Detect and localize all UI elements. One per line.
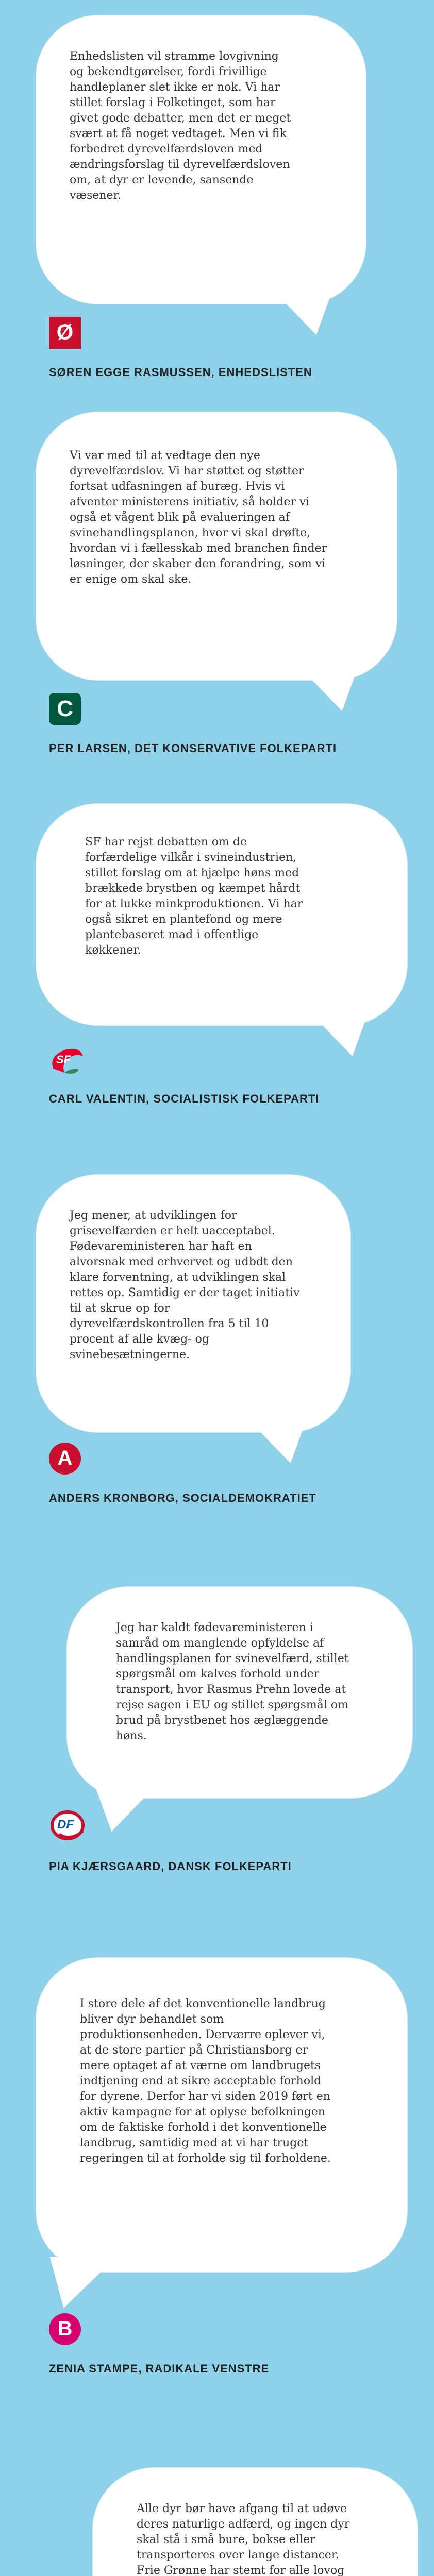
enhedslisten-logo-icon: Ø — [49, 317, 81, 349]
statement-text-2: Vi var med til at vedtage den nye dyrevelfærdslov. Vi har støttet og støtter fortsat udfasningen af buræg. Hvis vi afventer ministerens initiativ, så holder vi også et vågent blik på evalueringen af svinehandlingsplanen, hvor vi skal drøfte, hvordan vi i fællesskab med branchen finder løsninger, der skaber den forandring, som vi er enige om skal ske. — [70, 449, 327, 586]
speaker-name-4: ANDERS KRONBORG, SOCIALDEMOKRATIET — [49, 1492, 316, 1504]
dansk-folkeparti-logo-icon: DF — [49, 1808, 81, 1840]
statement-text-5: Jeg har kaldt fødevareministeren i samråd om manglende opfyldelse af handlingsplanen for svinevelfærd, stillet spørgsmål om kalves forhold under transport, hvor Rasmus Prehn lovede at rejse sagen i EU og stillet spørgsmål om brud på brystbenet hos æglæggende høns. — [116, 1621, 349, 1742]
socialdemokratiet-logo-icon: A — [49, 1443, 81, 1475]
statement-text-3: SF har rejst debatten om de forfærdelige vilkår i svineindustrien, stillet forslag om at hjælpe høns med brækkede brystben og kæmpet hårdt for at lukke minkproduktionen. Vi har også sikret en plantefond og mere plantebaseret mad i offentlige køkkener. — [85, 836, 303, 957]
speaker-name-3: CARL VALENTIN, SOCIALISTISK FOLKEPARTI — [49, 1092, 320, 1105]
speaker-name-1: SØREN EGGE RASMUSSEN, ENHEDSLISTEN — [49, 366, 312, 379]
speaker-name-5: PIA KJÆRSGAARD, DANSK FOLKEPARTI — [49, 1860, 292, 1873]
speech-bubble-tail-6 — [50, 2257, 131, 2308]
konservative-logo-icon: C — [49, 693, 81, 725]
speaker-name-2: PER LARSEN, DET KONSERVATIVE FOLKEPARTI — [49, 742, 337, 755]
statement-text-7: Alle dyr bør have afgang til at udøve deres naturlige adfærd, og ingen dyr skal stå i små bure, bokse eller transporteres over lange distancer. Frie Grønne har stemt for alle lovog — [137, 2502, 350, 2576]
speaker-name-6: ZENIA STAMPE, RADIKALE VENSTRE — [49, 2362, 270, 2375]
statement-text-4: Jeg mener, at udviklingen for grisevelfærden er helt uacceptabel. Fødevareministeren har haft en alvorsnak med erhvervet og udbdt den klare forventning, at udviklingen skal rettes op. Samtidig er der taget initiativ til at skrue op for dyrevelfærdskontrollen fra 5 til 10 procent af alle kvæg- og svinebesætningerne. — [70, 1209, 300, 1361]
sf-logo-icon: SF — [49, 1046, 81, 1078]
statement-text-1: Enhedslisten vil stramme lovgivning og bekendtgørelser, fordi frivillige handleplaner slet ikke er nok. Vi har stillet forslag i Folketinget, som har givet gode debatter, men det er meget svært at få noget vedtaget. Men vi fik forbedret dyrevelfærdsloven med ændringsforslag til dyrevelfærdsloven om, at dyr er levende, sansende væsener. — [70, 50, 291, 202]
radikale-venstre-logo-icon: B — [49, 2313, 81, 2345]
statement-text-6: I store dele af det konventionelle landbrug bliver dyr behandlet som produktionsenheden. Derværre oplever vi, at de store partier på Christiansborg er mere optaget af at værne om landbrugets indtjening end at sikre acceptable forhold for dyrene. Derfor har vi siden 2019 ført en aktiv kampagne for at oplyse befolkningen om de faktiske forhold i det konventionelle landbrug, samtidig med at vi har truget regeringen til at forholde sig til forholdene. — [80, 1997, 331, 2165]
